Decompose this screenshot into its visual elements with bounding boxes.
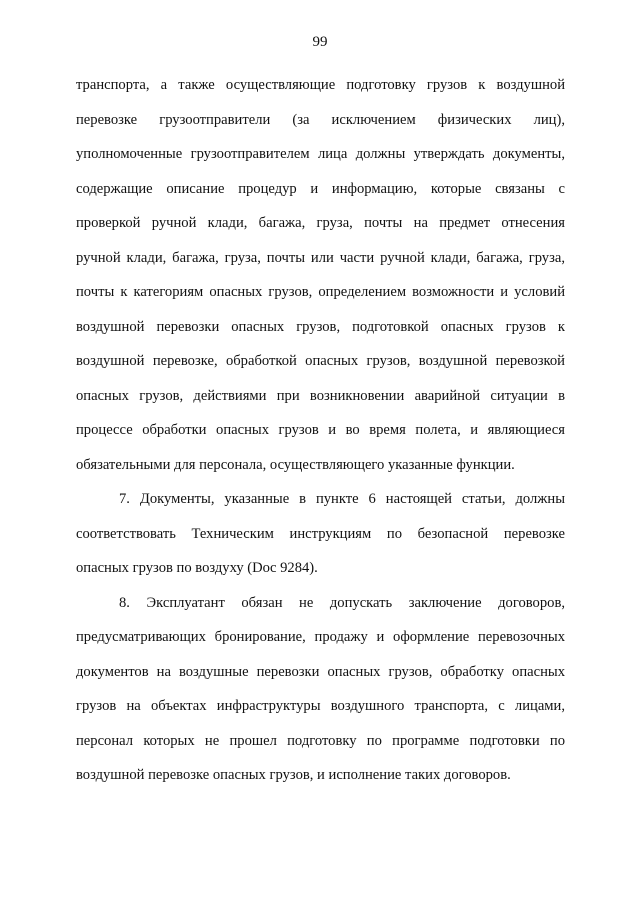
text-line: персонал которых не прошел подготовку по программе подготовки по <box>76 732 565 749</box>
paragraph-end-line: обязательными для персонала, осуществляющего указанные функции. <box>76 456 515 473</box>
paragraph-end-line: опасных грузов по воздуху (Doc 9284). <box>76 560 318 576</box>
text-line: воздушной перевозки опасных грузов, подготовкой опасных грузов к <box>76 318 565 335</box>
document-body <box>76 68 565 793</box>
paragraph-7-first-line: 7. Документы, указанные в пункте 6 настоящей статьи, должны <box>119 491 565 507</box>
text-line: соответствовать Техническим инструкциям по безопасной перевозке <box>76 525 565 542</box>
text-line: уполномоченные грузоотправителем лица должны утверждать документы, <box>76 146 565 162</box>
text-line: почты к категориям опасных грузов, определением возможности и условий <box>76 284 565 300</box>
paragraph-end-line: воздушной перевозке опасных грузов, и исполнение таких договоров. <box>76 767 511 783</box>
text-line: содержащие описание процедур и информацию, которые связаны с <box>76 180 565 197</box>
text-line: документов на воздушные перевозки опасных грузов, обработку опасных <box>76 663 565 680</box>
text-line: транспорта, а также осуществляющие подготовку грузов к воздушной <box>76 77 565 93</box>
paragraph-8-first-line: 8. Эксплуатант обязан не допускать заключение договоров, <box>119 594 565 611</box>
text-line: воздушной перевозке, обработкой опасных грузов, воздушной перевозкой <box>76 353 565 369</box>
text-line: перевозке грузоотправители (за исключением физических лиц), <box>76 111 565 128</box>
text-line: опасных грузов, действиями при возникновении аварийной ситуации в <box>76 387 565 404</box>
page-number: 99 <box>312 34 328 50</box>
text-line: процессе обработки опасных грузов и во время полета, и являющиеся <box>76 422 565 438</box>
text-line: ручной клади, багажа, груза, почты или части ручной клади, багажа, груза, <box>76 249 565 266</box>
text-line: проверкой ручной клади, багажа, груза, почты на предмет отнесения <box>76 215 565 231</box>
text-line: предусматривающих бронирование, продажу и оформление перевозочных <box>76 629 565 645</box>
text-line: грузов на объектах инфраструктуры воздушного транспорта, с лицами, <box>76 698 565 714</box>
